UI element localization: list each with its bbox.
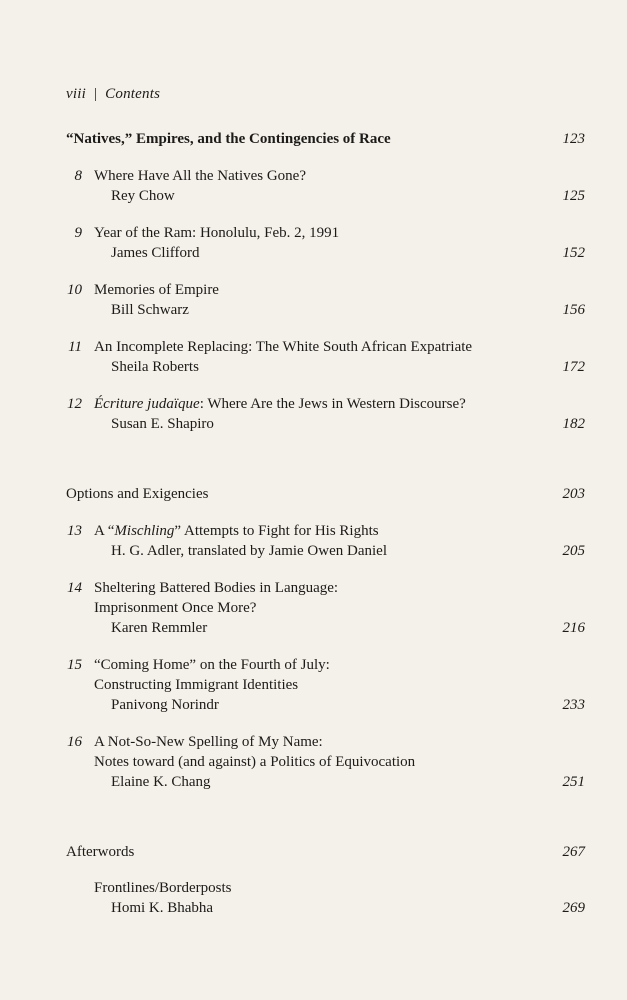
chapter-author: Rey Chow [111, 188, 175, 204]
chapter-title: Year of the Ram: Honolulu, Feb. 2, 1991 [94, 225, 340, 241]
chapter-title-line-2: Notes toward (and against) a Politics of Equivocation [94, 754, 416, 770]
section-title: Afterwords [66, 844, 135, 860]
chapter-title-pre: A “ [94, 523, 115, 539]
chapter-page: 172 [562, 359, 585, 375]
chapter-number: 9 [74, 225, 82, 241]
chapter-number: 10 [67, 282, 82, 298]
chapter-number: 16 [67, 734, 82, 750]
section-title: “Natives,” Empires, and the Contingencies of Race [66, 131, 391, 147]
chapter-author: James Clifford [111, 245, 200, 261]
section-page: 123 [562, 131, 585, 147]
chapter-title: An Incomplete Replacing: The White South African Expatriate [94, 339, 473, 355]
chapter-number: 13 [67, 523, 82, 539]
section-title: Options and Exigencies [66, 486, 209, 502]
chapter-number: 15 [67, 657, 82, 673]
chapter-title: Memories of Empire [94, 282, 219, 298]
running-head [66, 86, 160, 103]
chapter-title-italic: Écriture judaïque [94, 396, 200, 412]
chapter-page: 269 [562, 900, 585, 916]
page-numeral: viii [66, 86, 86, 102]
chapter-author: Bill Schwarz [111, 302, 189, 318]
chapter-title-line-2: Imprisonment Once More? [94, 600, 257, 616]
chapter-title-line-1: A Not-So-New Spelling of My Name: [94, 734, 323, 750]
chapter-number: 11 [68, 339, 82, 355]
chapter-author: Homi K. Bhabha [111, 900, 214, 916]
chapter-author: Karen Remmler [111, 620, 208, 636]
chapter-title-italic: Mischling [114, 523, 175, 539]
chapter-page: 125 [562, 188, 585, 204]
chapter-author: Susan E. Shapiro [111, 416, 214, 432]
chapter-title-line-2: Constructing Immigrant Identities [94, 677, 299, 693]
chapter-page: 182 [562, 416, 585, 432]
chapter-author: Panivong Norindr [111, 697, 219, 713]
section-page: 267 [562, 844, 585, 860]
chapter-page: 233 [562, 697, 585, 713]
chapter-title-rest: : Where Are the Jews in Western Discourse? [199, 396, 466, 412]
chapter-title [94, 521, 379, 541]
chapter-author: H. G. Adler, translated by Jamie Owen Daniel [111, 543, 387, 559]
chapter-title-rest: ” Attempts to Fight for His Rights [174, 523, 379, 539]
chapter-page: 156 [562, 302, 585, 318]
chapter-page: 251 [562, 774, 585, 790]
chapter-title: Where Have All the Natives Gone? [94, 168, 306, 184]
chapter-author: Elaine K. Chang [111, 774, 211, 790]
chapter-page: 152 [562, 245, 585, 261]
chapter-page: 216 [562, 620, 585, 636]
chapter-number: 8 [74, 168, 82, 184]
chapter-number: 12 [67, 396, 82, 412]
running-head-separator: | [93, 86, 98, 102]
chapter-title-line-1: “Coming Home” on the Fourth of July: [94, 657, 330, 673]
chapter-page: 205 [562, 543, 585, 559]
chapter-author: Sheila Roberts [111, 359, 199, 375]
chapter-number: 14 [67, 580, 82, 596]
chapter-title [94, 394, 466, 414]
chapter-title-line-1: Sheltering Battered Bodies in Language: [94, 580, 339, 596]
running-head-title: Contents [105, 86, 161, 102]
section-page: 203 [562, 486, 585, 502]
chapter-title: Frontlines/Borderposts [94, 880, 232, 896]
